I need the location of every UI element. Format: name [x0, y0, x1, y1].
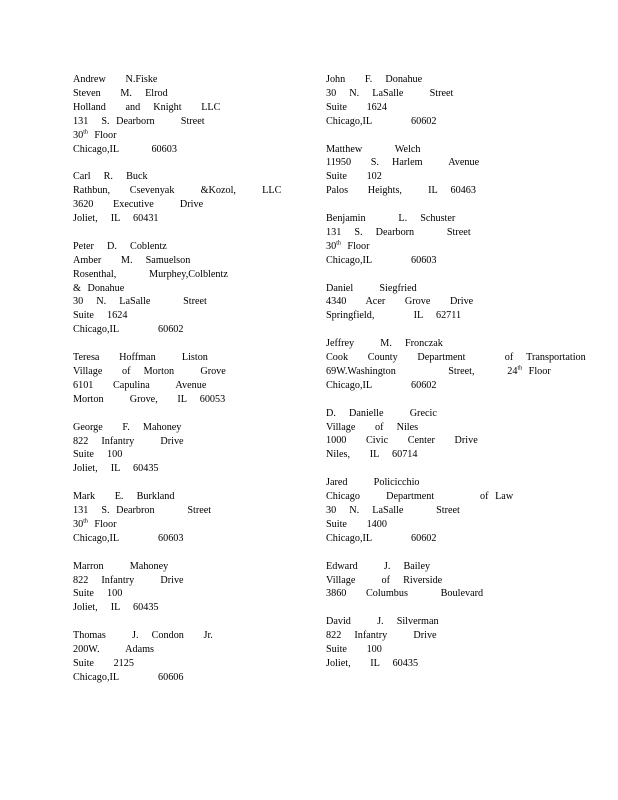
address-line: Village of Niles [326, 421, 419, 433]
address-line: 6101 Capulina Avenue [73, 379, 207, 391]
address-block [73, 629, 308, 685]
address-line: Marron Mahoney [73, 560, 169, 572]
address-line: Holland and Knight LLC [73, 101, 221, 113]
address-block [73, 240, 308, 337]
address-line: 4340 Acer Grove Drive [326, 296, 474, 308]
address-line: Benjamin L. Schuster [326, 213, 456, 225]
address-line: Joliet, IL 60431 [73, 213, 159, 225]
address-line: 1000 Civic Center Drive [326, 435, 478, 447]
address-line: Suite 1624 [73, 310, 128, 322]
address-line-text: Floor [340, 240, 370, 252]
address-block [73, 73, 308, 156]
ordinal-suffix: th [336, 240, 341, 247]
address-line: Thomas J. Condon Jr. [73, 630, 213, 642]
address-line: D. Danielle Grecic [326, 407, 437, 419]
address-line-text: 30 [73, 518, 84, 530]
address-line-text: Floor [522, 365, 551, 377]
address-block [326, 73, 596, 129]
address-line: David J. Silverman [326, 616, 439, 628]
address-block [326, 476, 596, 546]
address-line: Chicago Department of Law [326, 491, 514, 503]
address-line: Chicago,IL 60606 [73, 671, 184, 683]
address-line: 11950 S. Harlem Avenue [326, 157, 480, 169]
address-line [326, 240, 596, 254]
address-block [326, 212, 596, 268]
address-line: Rosenthal, Murphey,Colblentz [73, 268, 228, 280]
address-line: Chicago,IL 60602 [326, 115, 437, 127]
address-block [326, 615, 596, 671]
address-line: Village of Riverside [326, 574, 443, 586]
address-line: Andrew N.Fiske [73, 74, 158, 85]
address-column-right [326, 73, 596, 685]
address-line: Suite 100 [326, 644, 382, 656]
address-block [73, 490, 308, 546]
address-line [73, 129, 308, 143]
address-line: Suite 2125 [73, 657, 134, 669]
address-line-text: 69W.Washington Street, 24 [326, 365, 518, 377]
address-line: Edward J. Bailey [326, 560, 431, 572]
address-line: Joliet, IL 60435 [73, 602, 159, 614]
address-line: Joliet, IL 60435 [326, 657, 419, 669]
address-line: Chicago,IL 60602 [326, 532, 437, 544]
address-block [73, 421, 308, 477]
address-line: Village of Morton Grove [73, 365, 226, 377]
address-line: George F. Mahoney [73, 421, 182, 433]
address-block [326, 407, 596, 463]
address-line: Steven M. Elrod [73, 87, 168, 99]
address-line: Peter D. Coblentz [73, 240, 167, 252]
address-line: Niles, IL 60714 [326, 449, 418, 461]
address-line: Springfield, IL 62711 [326, 310, 462, 322]
address-line: Suite 100 [73, 449, 123, 461]
address-line: Chicago,IL 60603 [326, 254, 437, 266]
address-line: 3620 Executive Drive [73, 199, 204, 211]
address-line-text: Floor [87, 518, 117, 530]
address-line: Jared Policicchio [326, 477, 420, 489]
address-column-left [73, 73, 308, 699]
address-line: Chicago,IL 60603 [73, 532, 184, 544]
address-line-text: Floor [87, 129, 117, 141]
address-line: Suite 1624 [326, 101, 387, 113]
address-line: 30 N. LaSalle Street [326, 505, 460, 516]
address-line: Mark E. Burkland [73, 491, 175, 503]
address-line: Suite 102 [326, 171, 382, 183]
address-line [326, 365, 596, 379]
address-line: Amber M. Samuelson [73, 254, 191, 266]
address-line: 822 Infantry Drive [73, 435, 184, 447]
address-line: Joliet, IL 60435 [73, 463, 159, 475]
address-line: Daniel Siegfried [326, 282, 417, 294]
address-block [73, 351, 308, 407]
address-line: 30 N. LaSalle Street [326, 87, 454, 99]
address-line: Matthew Welch [326, 143, 421, 155]
address-line: 822 Infantry Drive [326, 630, 437, 642]
address-line: 200W. Adams [73, 644, 154, 656]
address-line: 3860 Columbus Boulevard [326, 588, 484, 600]
address-block [326, 560, 596, 602]
address-line: Morton Grove, IL 60053 [73, 393, 226, 405]
address-line: Suite 1400 [326, 518, 387, 530]
address-line: Carl R. Buck [73, 171, 148, 183]
address-line: Suite 100 [73, 588, 123, 600]
address-line: John F. Donahue [326, 74, 423, 85]
ordinal-suffix: th [517, 365, 523, 372]
address-line: & Donahue [73, 282, 125, 294]
address-line: 131 S. Dearborn Street [73, 115, 205, 127]
address-line-text: 30 [73, 129, 84, 141]
address-line: 822 Infantry Drive [73, 574, 184, 586]
address-line: Teresa Hoffman Liston [73, 352, 208, 364]
address-line-text: 30 [326, 240, 337, 252]
address-line: Cook County Department of Transportation [326, 352, 586, 364]
address-line: Palos Heights, IL 60463 [326, 185, 476, 197]
ordinal-suffix: th [83, 518, 88, 525]
address-block [73, 560, 308, 616]
address-line: Chicago,IL 60602 [73, 324, 184, 336]
address-line: Rathbun, Csevenyak &Kozol, LLC [73, 185, 282, 197]
address-line: 30 N. LaSalle Street [73, 296, 207, 308]
address-line [73, 518, 308, 532]
address-block [326, 337, 596, 393]
address-line: 131 S. Dearborn Street [326, 226, 471, 238]
address-block [73, 170, 308, 226]
address-block [326, 282, 596, 324]
address-block [326, 143, 596, 199]
ordinal-suffix: th [83, 129, 88, 136]
address-line: Chicago,IL 60603 [73, 143, 177, 155]
address-line: 131 S. Dearbron Street [73, 505, 212, 517]
address-line: Chicago,IL 60602 [326, 379, 437, 391]
address-line: Jeffrey M. Fronczak [326, 338, 443, 350]
